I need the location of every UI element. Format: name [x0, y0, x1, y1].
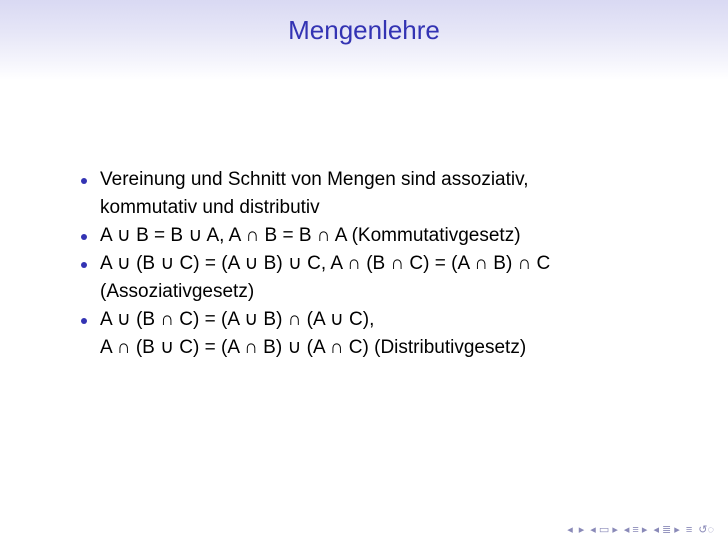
bullet-4-line-2: A ∩ (B ∪ C) = (A ∩ B) ∪ (A ∩ C) (Distributivgesetz)	[100, 337, 527, 358]
nav-next-icon[interactable]: ◂ ≡ ▸	[623, 524, 648, 536]
bullet-icon	[81, 262, 87, 268]
bullet-2-line-1: A ∪ B = B ∪ A, A ∩ B = B ∩ A (Kommutativgesetz)	[100, 225, 521, 246]
bullet-1-line-2: kommutativ und distributiv	[100, 197, 320, 218]
bullet-item-2	[74, 222, 674, 250]
bullet-icon	[81, 318, 87, 324]
slide-header	[0, 0, 728, 80]
nav-first-icon[interactable]: ◂	[567, 524, 573, 536]
nav-section-icon[interactable]: ◂ ≣ ▸	[653, 524, 680, 536]
bullet-item-3	[74, 250, 674, 306]
nav-align-icon[interactable]: ≡	[685, 523, 693, 536]
bullet-icon	[81, 234, 87, 240]
bullet-3-line-1: A ∪ (B ∪ C) = (A ∪ B) ∪ C, A ∩ (B ∩ C) = (A ∩ B) ∩ C	[100, 253, 551, 274]
bullet-item-1	[74, 166, 674, 222]
nav-frame-icon[interactable]: ◂ ▭ ▸	[590, 524, 618, 536]
beamer-nav	[567, 523, 714, 536]
bullet-list	[74, 166, 674, 362]
nav-prev-icon[interactable]: ▸	[578, 524, 585, 536]
bullet-icon	[81, 178, 87, 184]
bullet-item-4	[74, 306, 674, 362]
slide-title: Mengenlehre	[288, 15, 440, 45]
bullet-3-line-2: (Assoziativgesetz)	[100, 281, 255, 302]
bullet-4-line-1: A ∪ (B ∩ C) = (A ∪ B) ∩ (A ∪ C),	[100, 309, 375, 330]
bullet-1-line-1: Vereinung und Schnitt von Mengen sind assoziativ,	[100, 169, 529, 190]
nav-search-icon[interactable]: ↺◌	[698, 524, 714, 536]
